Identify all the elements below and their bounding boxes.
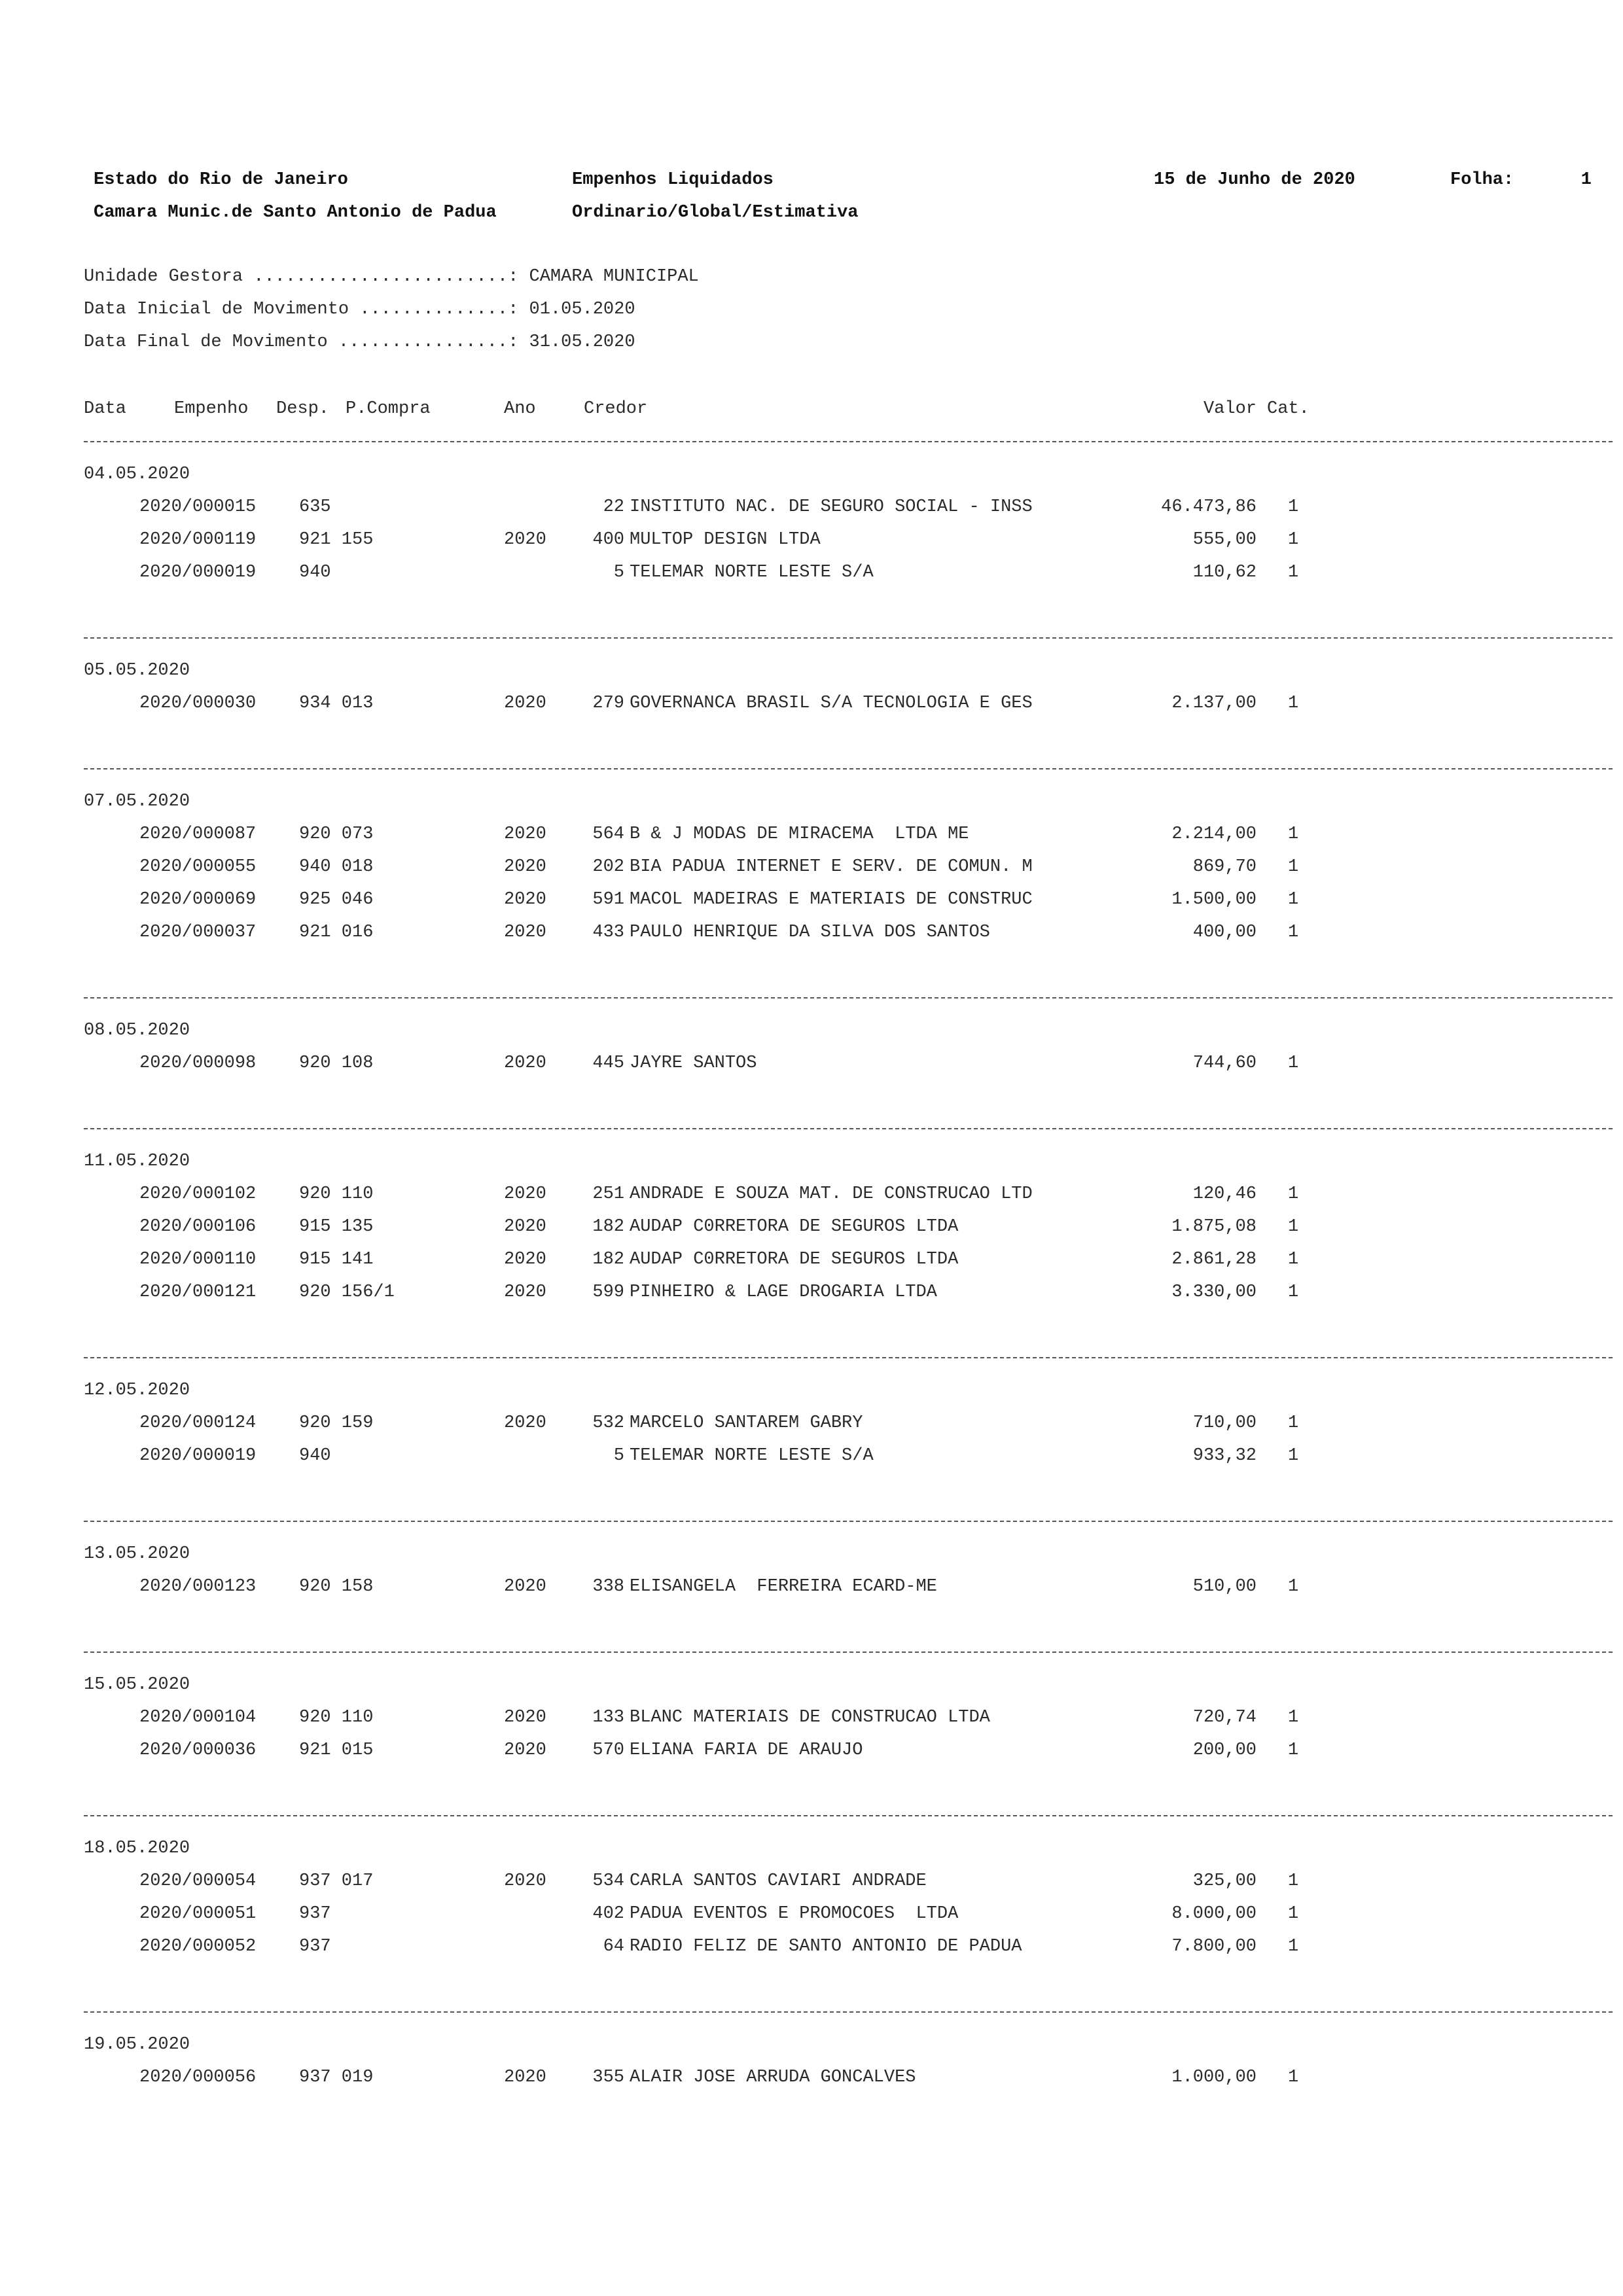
cell-credor-code: 402: [592, 1904, 624, 1924]
entries-list: [0, 425, 1623, 2127]
cell-ano: 2020: [504, 1282, 546, 1302]
dashed-separator: [0, 622, 1623, 654]
cell-empenho: 2020/000102: [139, 1184, 257, 1204]
cell-ano: 2020: [504, 1708, 546, 1727]
cell-empenho: 2020/000036: [139, 1740, 257, 1760]
cell-empenho: 2020/000098: [139, 1053, 257, 1073]
cell-empenho: 2020/000104: [139, 1708, 257, 1727]
cell-credor-code: 22: [603, 497, 624, 517]
cell-credor: CARLA SANTOS CAVIARI ANDRADE: [630, 1871, 927, 1891]
cell-credor-code: 599: [592, 1282, 624, 1302]
meta-data-final: Data Final de Movimento ................: 31.05.2020: [84, 332, 635, 352]
group-date: 11.05.2020: [84, 1152, 190, 1171]
cell-ano: 2020: [504, 2068, 546, 2087]
group-spacer: [0, 589, 1623, 622]
cell-ano: 2020: [504, 1577, 546, 1597]
report-title: Empenhos Liquidados: [572, 170, 774, 190]
group-date: 05.05.2020: [84, 661, 190, 680]
table-row: [0, 1865, 1623, 1898]
folha-label: Folha:: [1450, 170, 1514, 190]
cell-valor: 7.800,00: [1171, 1937, 1257, 1956]
table-row: [0, 2061, 1623, 2094]
cell-credor-code: 5: [613, 563, 624, 582]
group-date: 13.05.2020: [84, 1544, 190, 1564]
cell-empenho: 2020/000015: [139, 497, 257, 517]
cell-valor: 110,62: [1192, 563, 1257, 582]
meta-unidade-gestora: Unidade Gestora ........................: CAMARA MUNICIPAL: [84, 267, 699, 287]
table-row: [0, 491, 1623, 523]
table-row: [0, 851, 1623, 883]
cell-cat: 1: [1288, 857, 1299, 877]
cell-desp: 934 013: [299, 694, 374, 713]
cell-valor: 200,00: [1192, 1740, 1257, 1760]
cell-cat: 1: [1288, 1217, 1299, 1237]
cell-credor: BIA PADUA INTERNET E SERV. DE COMUN. M: [630, 857, 1033, 877]
table-row: [0, 1178, 1623, 1210]
cell-credor: PAULO HENRIQUE DA SILVA DOS SANTOS: [630, 923, 990, 942]
cell-credor: MARCELO SANTAREM GABRY: [630, 1413, 863, 1433]
cell-empenho: 2020/000069: [139, 890, 257, 910]
table-row: [0, 1734, 1623, 1767]
cell-credor-code: 445: [592, 1053, 624, 1073]
group-spacer: [0, 720, 1623, 752]
cell-cat: 1: [1288, 1446, 1299, 1466]
cell-ano: 2020: [504, 1413, 546, 1433]
group-spacer: [0, 1080, 1623, 1112]
table-row: [0, 1701, 1623, 1734]
cell-ano: 2020: [504, 694, 546, 713]
cell-credor-code: 279: [592, 694, 624, 713]
cell-credor: AUDAP C0RRETORA DE SEGUROS LTDA: [630, 1217, 959, 1237]
table-row: [0, 1210, 1623, 1243]
cell-valor: 744,60: [1192, 1053, 1257, 1073]
cell-cat: 1: [1288, 2068, 1299, 2087]
dashed-separator: [0, 981, 1623, 1014]
group-date: 18.05.2020: [84, 1839, 190, 1858]
cell-desp: 940: [299, 563, 331, 582]
cell-cat: 1: [1288, 1871, 1299, 1891]
cell-desp: 937: [299, 1937, 331, 1956]
cell-credor: ALAIR JOSE ARRUDA GONCALVES: [630, 2068, 916, 2087]
table-row: [0, 916, 1623, 949]
cell-valor: 400,00: [1192, 923, 1257, 942]
cell-credor-code: 570: [592, 1740, 624, 1760]
cell-ano: 2020: [504, 923, 546, 942]
cell-desp: 940 018: [299, 857, 374, 877]
cell-ano: 2020: [504, 1217, 546, 1237]
cell-cat: 1: [1288, 1413, 1299, 1433]
cell-desp: 920 108: [299, 1053, 374, 1073]
table-row: [0, 1276, 1623, 1309]
cell-valor: 2.861,28: [1171, 1250, 1257, 1269]
report-subtitle: Ordinario/Global/Estimativa: [572, 203, 859, 222]
col-credor: Credor: [584, 399, 648, 419]
col-valor: Valor: [1203, 399, 1257, 419]
dashed-separator: [0, 1636, 1623, 1669]
cell-desp: 921 016: [299, 923, 374, 942]
cell-credor: ELIANA FARIA DE ARAUJO: [630, 1740, 863, 1760]
table-row: [0, 687, 1623, 720]
report-meta: [84, 260, 699, 359]
cell-credor: TELEMAR NORTE LESTE S/A: [630, 563, 874, 582]
cell-credor: ELISANGELA FERREIRA ECARD-ME: [630, 1577, 937, 1597]
state-name: Estado do Rio de Janeiro: [94, 170, 348, 190]
cell-desp: 921 155: [299, 530, 374, 550]
cell-credor: PINHEIRO & LAGE DROGARIA LTDA: [630, 1282, 937, 1302]
cell-desp: 937 017: [299, 1871, 374, 1891]
cell-valor: 710,00: [1192, 1413, 1257, 1433]
cell-credor: PADUA EVENTOS E PROMOCOES LTDA: [630, 1904, 959, 1924]
table-row: [0, 523, 1623, 556]
cell-valor: 2.137,00: [1171, 694, 1257, 713]
cell-credor-code: 564: [592, 824, 624, 844]
cell-cat: 1: [1288, 824, 1299, 844]
cell-valor: 1.875,08: [1171, 1217, 1257, 1237]
chamber-name: Camara Munic.de Santo Antonio de Padua: [94, 203, 497, 222]
cell-credor: TELEMAR NORTE LESTE S/A: [630, 1446, 874, 1466]
cell-valor: 3.330,00: [1171, 1282, 1257, 1302]
folha-number: 1: [1580, 170, 1592, 190]
group-date: 07.05.2020: [84, 792, 190, 811]
meta-data-inicial: Data Inicial de Movimento ..............: 01.05.2020: [84, 300, 635, 319]
cell-cat: 1: [1288, 1250, 1299, 1269]
cell-empenho: 2020/000054: [139, 1871, 257, 1891]
cell-empenho: 2020/000037: [139, 923, 257, 942]
cell-credor-code: 534: [592, 1871, 624, 1891]
cell-credor-code: 591: [592, 890, 624, 910]
cell-ano: 2020: [504, 530, 546, 550]
cell-empenho: 2020/000119: [139, 530, 257, 550]
cell-credor-code: 251: [592, 1184, 624, 1204]
table-row: [0, 556, 1623, 589]
cell-desp: 937 019: [299, 2068, 374, 2087]
cell-credor: ANDRADE E SOUZA MAT. DE CONSTRUCAO LTD: [630, 1184, 1033, 1204]
cell-credor: AUDAP C0RRETORA DE SEGUROS LTDA: [630, 1250, 959, 1269]
cell-empenho: 2020/000052: [139, 1937, 257, 1956]
table-row: [0, 1243, 1623, 1276]
cell-empenho: 2020/000055: [139, 857, 257, 877]
cell-credor-code: 202: [592, 857, 624, 877]
dashed-separator: [0, 1996, 1623, 2028]
cell-cat: 1: [1288, 1184, 1299, 1204]
cell-credor: BLANC MATERIAIS DE CONSTRUCAO LTDA: [630, 1708, 990, 1727]
report-date: 15 de Junho de 2020: [1154, 170, 1355, 190]
cell-cat: 1: [1288, 1053, 1299, 1073]
cell-desp: 940: [299, 1446, 331, 1466]
group-date: 19.05.2020: [84, 2035, 190, 2055]
cell-desp: 925 046: [299, 890, 374, 910]
cell-cat: 1: [1288, 923, 1299, 942]
cell-ano: 2020: [504, 824, 546, 844]
cell-desp: 920 073: [299, 824, 374, 844]
group-spacer: [0, 1309, 1623, 1341]
cell-cat: 1: [1288, 890, 1299, 910]
group-date: 08.05.2020: [84, 1021, 190, 1040]
cell-valor: 325,00: [1192, 1871, 1257, 1891]
cell-ano: 2020: [504, 1740, 546, 1760]
cell-cat: 1: [1288, 530, 1299, 550]
cell-credor-code: 64: [603, 1937, 624, 1956]
cell-valor: 555,00: [1192, 530, 1257, 550]
cell-empenho: 2020/000030: [139, 694, 257, 713]
group-spacer: [0, 1603, 1623, 1636]
col-desp: Desp.: [276, 399, 330, 419]
group-spacer: [0, 1963, 1623, 1996]
table-row: [0, 1047, 1623, 1080]
group-date: 04.05.2020: [84, 465, 190, 484]
dashed-separator: [0, 425, 1623, 458]
column-headers: [0, 393, 1623, 425]
cell-empenho: 2020/000051: [139, 1904, 257, 1924]
table-row: [0, 1407, 1623, 1439]
cell-valor: 510,00: [1192, 1577, 1257, 1597]
cell-empenho: 2020/000121: [139, 1282, 257, 1302]
col-data: Data: [84, 399, 126, 419]
cell-credor: MACOL MADEIRAS E MATERIAIS DE CONSTRUC: [630, 890, 1033, 910]
cell-cat: 1: [1288, 1708, 1299, 1727]
table-row: [0, 883, 1623, 916]
cell-empenho: 2020/000019: [139, 1446, 257, 1466]
cell-empenho: 2020/000056: [139, 2068, 257, 2087]
cell-valor: 8.000,00: [1171, 1904, 1257, 1924]
cell-credor-code: 133: [592, 1708, 624, 1727]
cell-valor: 720,74: [1192, 1708, 1257, 1727]
cell-desp: 915 141: [299, 1250, 374, 1269]
table-row: [0, 1570, 1623, 1603]
cell-credor-code: 433: [592, 923, 624, 942]
cell-cat: 1: [1288, 1577, 1299, 1597]
dashed-separator: [0, 1341, 1623, 1374]
cell-credor: B & J MODAS DE MIRACEMA LTDA ME: [630, 824, 969, 844]
dashed-separator: [0, 1505, 1623, 1538]
cell-desp: 915 135: [299, 1217, 374, 1237]
table-row: [0, 1439, 1623, 1472]
cell-empenho: 2020/000110: [139, 1250, 257, 1269]
cell-desp: 920 110: [299, 1184, 374, 1204]
cell-desp: 635: [299, 497, 331, 517]
dashed-separator: [0, 752, 1623, 785]
cell-valor: 1.500,00: [1171, 890, 1257, 910]
cell-valor: 120,46: [1192, 1184, 1257, 1204]
col-empenho: Empenho: [174, 399, 249, 419]
cell-credor-code: 338: [592, 1577, 624, 1597]
cell-credor-code: 532: [592, 1413, 624, 1433]
cell-desp: 920 110: [299, 1708, 374, 1727]
group-spacer: [0, 949, 1623, 981]
cell-valor: 46.473,86: [1161, 497, 1257, 517]
col-pcompra: P.Compra: [346, 399, 431, 419]
cell-cat: 1: [1288, 1740, 1299, 1760]
cell-desp: 920 159: [299, 1413, 374, 1433]
col-cat: Cat.: [1267, 399, 1310, 419]
cell-valor: 869,70: [1192, 857, 1257, 877]
group-spacer: [0, 2094, 1623, 2127]
cell-credor-code: 182: [592, 1250, 624, 1269]
cell-ano: 2020: [504, 1053, 546, 1073]
cell-desp: 937: [299, 1904, 331, 1924]
cell-ano: 2020: [504, 857, 546, 877]
col-ano: Ano: [504, 399, 536, 419]
cell-ano: 2020: [504, 1184, 546, 1204]
cell-ano: 2020: [504, 1250, 546, 1269]
cell-desp: 920 158: [299, 1577, 374, 1597]
dashed-separator: [0, 1112, 1623, 1145]
cell-credor: GOVERNANCA BRASIL S/A TECNOLOGIA E GES: [630, 694, 1033, 713]
group-spacer: [0, 1472, 1623, 1505]
cell-ano: 2020: [504, 890, 546, 910]
cell-credor-code: 5: [613, 1446, 624, 1466]
cell-credor: INSTITUTO NAC. DE SEGURO SOCIAL - INSS: [630, 497, 1033, 517]
cell-empenho: 2020/000106: [139, 1217, 257, 1237]
cell-empenho: 2020/000087: [139, 824, 257, 844]
cell-credor: MULTOP DESIGN LTDA: [630, 530, 821, 550]
cell-credor: JAYRE SANTOS: [630, 1053, 757, 1073]
group-date: 12.05.2020: [84, 1381, 190, 1400]
cell-credor: RADIO FELIZ DE SANTO ANTONIO DE PADUA: [630, 1937, 1022, 1956]
cell-cat: 1: [1288, 1282, 1299, 1302]
cell-empenho: 2020/000124: [139, 1413, 257, 1433]
cell-credor-code: 182: [592, 1217, 624, 1237]
table-row: [0, 1930, 1623, 1963]
cell-cat: 1: [1288, 563, 1299, 582]
cell-cat: 1: [1288, 497, 1299, 517]
cell-cat: 1: [1288, 1904, 1299, 1924]
cell-valor: 2.214,00: [1171, 824, 1257, 844]
dashed-separator: [0, 1799, 1623, 1832]
cell-valor: 933,32: [1192, 1446, 1257, 1466]
group-spacer: [0, 1767, 1623, 1799]
group-date: 15.05.2020: [84, 1675, 190, 1695]
cell-desp: 921 015: [299, 1740, 374, 1760]
cell-cat: 1: [1288, 1937, 1299, 1956]
table-row: [0, 1898, 1623, 1930]
cell-credor-code: 355: [592, 2068, 624, 2087]
cell-empenho: 2020/000019: [139, 563, 257, 582]
cell-cat: 1: [1288, 694, 1299, 713]
cell-empenho: 2020/000123: [139, 1577, 257, 1597]
cell-valor: 1.000,00: [1171, 2068, 1257, 2087]
cell-desp: 920 156/1: [299, 1282, 395, 1302]
table-row: [0, 818, 1623, 851]
cell-ano: 2020: [504, 1871, 546, 1891]
cell-credor-code: 400: [592, 530, 624, 550]
